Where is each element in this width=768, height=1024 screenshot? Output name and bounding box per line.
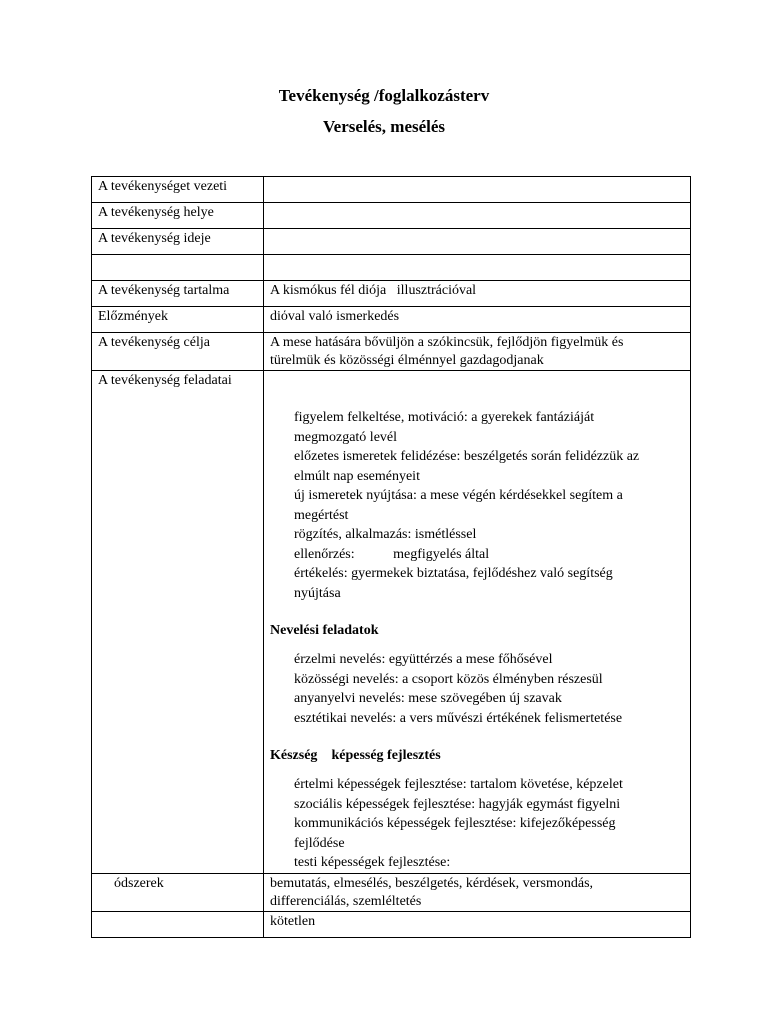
row-label: A tevékenység feladatai [92, 371, 264, 874]
table-row [92, 255, 691, 281]
list-item: elmúlt nap eseményeit [294, 468, 420, 484]
table-row [92, 873, 691, 911]
row-label: A tevékenység tartalma [92, 281, 264, 307]
table-row [92, 229, 691, 255]
neveles-heading: Nevelési feladatok [270, 623, 379, 638]
list-item: kommunikációs képességek fejlesztése: kifejezőképesség [294, 816, 616, 831]
row-value: kötetlen [264, 911, 691, 937]
keszseg-list [270, 775, 684, 873]
row-value: diόval valό ismerkedés [264, 307, 691, 333]
page-title: Tevékenység /foglalkozásterv [278, 86, 490, 105]
row-value [264, 177, 691, 203]
table-row [92, 307, 691, 333]
value-line: differenciálás, szemléltetés [270, 893, 422, 909]
keszseg-heading [270, 746, 684, 765]
value-line: bemutatás, elmesélés, beszélgetés, kérdések, versmondás, [270, 875, 594, 891]
row-label: A tevékenységet vezeti [92, 177, 264, 203]
table-row [92, 911, 691, 937]
list-item: figyelem felkeltése, motiváció: a gyerekek fantáziáját [294, 410, 595, 425]
list-item: nyújtása [294, 585, 341, 601]
task-list [270, 408, 684, 603]
list-item: érzelmi nevelés: együttérzés a mese főhősével [294, 652, 553, 667]
table-row [92, 371, 691, 874]
list-item: fejlődése [294, 835, 345, 851]
list-item: előzetes ismeretek felidézése: beszélgetés során felidézzük az [294, 449, 640, 464]
row-label: Előzmények [92, 307, 264, 333]
row-value: A kismókus fél diója illusztrációval [264, 281, 691, 307]
modszerek-label: ódszerek [114, 875, 164, 891]
table-row [92, 281, 691, 307]
list-item: testi képességek fejlesztése: [294, 855, 451, 870]
list-item: szociális képességek fejlesztése: hagyják egymást figyelni [294, 796, 621, 812]
table-row [92, 203, 691, 229]
value-line: türelmük és közösségi élménnyel gazdagodjanak [270, 353, 544, 368]
value-line: A mese hatására bővüljön a szókincsük, fejlődjön figyelmük és [270, 335, 624, 350]
row-label: A tevékenység ideje [92, 229, 264, 255]
list-item: közösségi nevelés: a csoport közös élményben részesül [294, 671, 603, 687]
list-item: ellenőrzés: megfigyelés által [294, 546, 490, 562]
table-row [92, 177, 691, 203]
keszseg-heading-b: képesség fejlesztés [331, 748, 441, 763]
list-item: megértést [294, 507, 349, 523]
list-item: új ismeretek nyújtása: a mese végén kérdésekkel segítem a [294, 488, 623, 503]
table-row [92, 333, 691, 371]
list-item: anyanyelvi nevelés: mese szövegében új szavak [294, 691, 562, 706]
row-label [92, 911, 264, 937]
page-subtitle: Verselés, mesélés [322, 117, 446, 136]
row-value [264, 203, 691, 229]
row-label: A tevékenység helye [92, 203, 264, 229]
row-label: A tevékenység célja [92, 333, 264, 371]
neveles-list [270, 650, 684, 728]
row-value [264, 229, 691, 255]
plan-table [91, 176, 691, 938]
list-item: megmozgató levél [294, 429, 398, 445]
keszseg-heading-a: Készség [270, 748, 318, 763]
list-item: esztétikai nevelés: a vers művészi értékének felismertetése [294, 710, 623, 726]
list-item: rögzítés, alkalmazás: ismétléssel [294, 527, 477, 542]
feladatai-content [264, 371, 691, 874]
row-value [264, 873, 691, 911]
row-value [264, 333, 691, 371]
list-item: értékelés: gyermekek biztatása, fejlődéshez való segítség [294, 566, 613, 581]
row-value [264, 255, 691, 281]
row-label [92, 255, 264, 281]
row-label [92, 873, 264, 911]
list-item: értelmi képességek fejlesztése: tartalom követése, képzelet [294, 777, 623, 792]
